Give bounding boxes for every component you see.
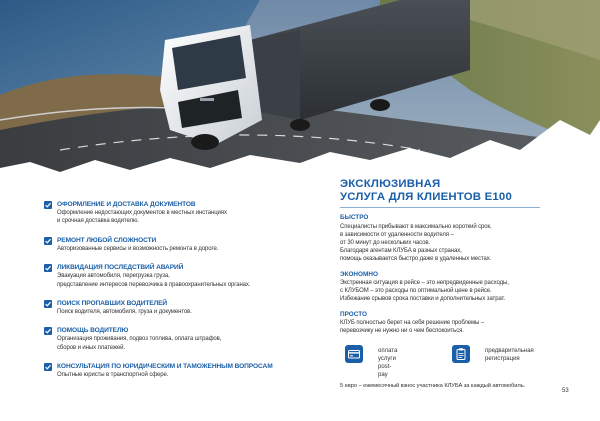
- service-item: [44, 236, 294, 253]
- feature-item: [340, 311, 575, 336]
- feature-title: БЫСТРО: [340, 214, 369, 221]
- service-description: Авторизованные сервисы и возможность ремонта в дороге.: [57, 245, 219, 252]
- service-description: Поиск водителя, автомобиля, груза и документов.: [57, 309, 192, 316]
- service-description: Оформление недостающих документов в местных инстанциях и срочная доставка водителю.: [57, 210, 227, 225]
- card-icon: [345, 345, 363, 363]
- option-label: оплата услуги post-pay: [378, 348, 398, 378]
- feature-description: Специалисты прибывают в максимально короткий срок, в зависимости от удаленности водителя – от 30 минут до нескольких часов. Благодаря агентам КЛУБА в разных странах, помощь оказывается быстро даже в удаленных местах.: [340, 223, 492, 263]
- membership-fee-note: 5 евро – ежемесячный взнос участника КЛУБА за каждый автомобиль.: [340, 383, 526, 389]
- service-item: [44, 362, 294, 379]
- service-description: Организация проживания, подвоз топлива, оплата штрафов, сборов и иных платежей.: [57, 336, 222, 351]
- service-item: [44, 299, 294, 316]
- service-item: [44, 326, 294, 352]
- service-title: РЕМОНТ ЛЮБОЙ СЛОЖНОСТИ: [57, 236, 157, 244]
- checkmark-icon: [44, 327, 52, 335]
- checkmark-icon: [44, 300, 52, 308]
- service-title: ОФОРМЛЕНИЕ И ДОСТАВКА ДОКУМЕНТОВ: [57, 201, 196, 208]
- feature-description: КЛУБ полностью берет на себя решение проблемы – перевозчику не нужно ни о чем беспокоиться.: [340, 320, 485, 335]
- checkmark-icon: [44, 237, 52, 245]
- service-title: ПОИСК ПРОПАВШИХ ВОДИТЕЛЕЙ: [57, 300, 168, 308]
- service-title: ЛИКВИДАЦИЯ ПОСЛЕДСТВИЙ АВАРИЙ: [57, 264, 184, 272]
- service-title: КОНСУЛЬТАЦИЯ ПО ЮРИДИЧЕСКИМ И ТАМОЖЕННЫМ ВОПРОСАМ: [57, 363, 273, 371]
- checkmark-icon: [44, 201, 52, 209]
- feature-title: ПРОСТО: [340, 310, 367, 318]
- feature-description: Экстренная ситуация в рейсе – это непредвиденные расходы, с КЛУБОМ – это расходы по оптимальной цене в рейсе. Избежание срывов срока поставки и дополнительных затрат.: [340, 280, 509, 303]
- feature-item: [340, 271, 575, 304]
- headline-divider: [340, 207, 540, 208]
- page-headline: [340, 178, 575, 203]
- page-number: 53: [562, 388, 569, 394]
- payment-options: [340, 345, 575, 378]
- service-description: Эвакуация автомобиля, перегрузка груза, представление интересов перевозчика в правоохранительных органах.: [57, 273, 251, 288]
- feature-item: [340, 214, 575, 264]
- service-title: ПОМОЩЬ ВОДИТЕЛЮ: [57, 327, 129, 335]
- feature-title: ЭКОНОМНО: [340, 270, 378, 278]
- headline-line-1: ЭКСКЛЮЗИВНАЯ: [340, 178, 441, 190]
- service-item: [44, 263, 294, 289]
- services-list: [44, 200, 294, 388]
- service-description: Опытные юристы в транспортной сфере.: [57, 372, 169, 379]
- hero-photo: [0, 0, 600, 200]
- clipboard-icon: [452, 345, 470, 363]
- checkmark-icon: [44, 264, 52, 272]
- truck-on-road-illustration: [0, 0, 600, 200]
- checkmark-icon: [44, 363, 52, 371]
- service-item: [44, 200, 294, 226]
- option-label: предварительная регистрация: [485, 348, 534, 362]
- headline-line-2: УСЛУГА ДЛЯ КЛИЕНТОВ Е100: [340, 190, 512, 203]
- exclusive-service-column: [340, 178, 575, 389]
